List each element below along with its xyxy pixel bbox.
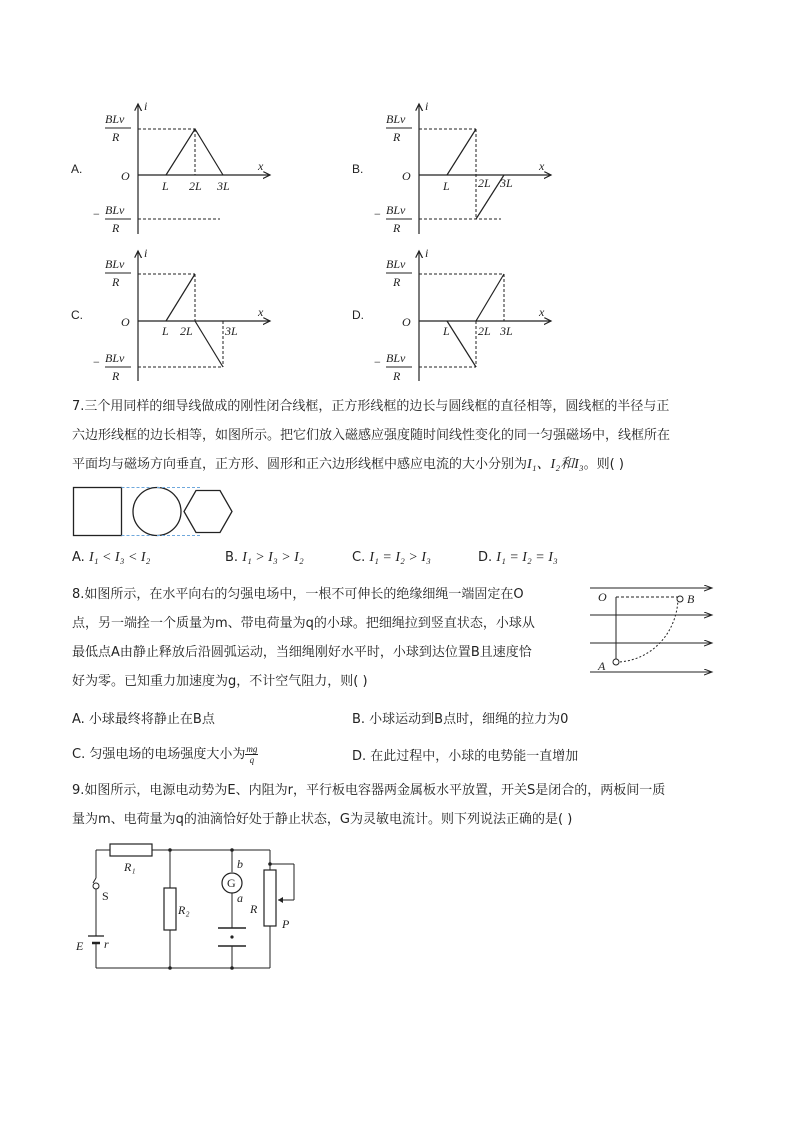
svg-text:3L: 3L <box>500 176 513 190</box>
option-d-label: D. <box>352 308 364 322</box>
q8-figure <box>588 580 718 680</box>
graph-a <box>95 98 285 238</box>
svg-text:P: P <box>282 917 290 931</box>
bot-num: BLv <box>105 203 125 217</box>
svg-text:2L: 2L <box>180 324 193 338</box>
option-c-label: C. <box>71 308 83 322</box>
svg-text:i: i <box>425 99 429 113</box>
q7-line-2: 六边形线框的边长相等，如图所示。把它们放入磁感应强度随时间线性变化的同一匀强磁场中，线框所在 <box>72 428 671 443</box>
svg-text:3L: 3L <box>500 324 513 338</box>
svg-text:O: O <box>402 169 411 183</box>
svg-text:x: x <box>258 305 264 319</box>
svg-text:L: L <box>443 179 450 193</box>
graph-b <box>376 98 566 238</box>
switch-s <box>93 883 99 889</box>
svg-text:BLv: BLv <box>386 351 406 365</box>
svg-text:3L: 3L <box>225 324 238 338</box>
svg-text:BLv: BLv <box>386 203 406 217</box>
label-a: A <box>598 659 606 673</box>
svg-text:BLv: BLv <box>386 112 406 126</box>
svg-text:−: − <box>374 355 381 369</box>
label-o: O <box>598 590 607 604</box>
svg-text:i: i <box>144 246 148 260</box>
svg-text:BLv: BLv <box>386 257 406 271</box>
svg-text:x: x <box>539 305 545 319</box>
q7-line-1: 7.三个用同样的细导线做成的刚性闭合线框，正方形线框的边长与圆线框的直径相等，圆线框的半径与正 <box>72 399 670 414</box>
svg-text:L: L <box>162 324 169 338</box>
svg-text:R: R <box>393 130 401 144</box>
bot-den: R <box>112 221 120 235</box>
svg-text:R₂: R₂ <box>178 903 190 917</box>
q8-line-1: 8.如图所示，在水平向右的匀强电场中，一根不可伸长的绝缘细绳一端固定在O <box>72 587 524 602</box>
q7-option-b[interactable]: B. I₁ > I₃ > I₂ <box>225 550 304 565</box>
graph-c <box>95 245 285 385</box>
q8-line-4: 好为零。已知重力加速度为g，不计空气阻力，则( ) <box>72 674 368 689</box>
arc-path <box>616 597 678 662</box>
svg-text:R: R <box>393 369 401 383</box>
svg-text:R₁: R₁ <box>124 860 136 874</box>
rheostat-r <box>264 870 276 926</box>
resistor-r2 <box>164 888 176 930</box>
svg-text:BLv: BLv <box>105 257 125 271</box>
top-den: R <box>112 130 120 144</box>
q9-circuit <box>72 840 312 975</box>
svg-text:2L: 2L <box>478 324 491 338</box>
svg-text:a: a <box>237 891 243 905</box>
svg-text:r: r <box>104 937 109 951</box>
ball-b <box>677 596 683 602</box>
svg-text:i: i <box>425 246 429 260</box>
svg-text:O: O <box>121 315 130 329</box>
svg-text:2L: 2L <box>478 176 491 190</box>
graph-d <box>376 245 566 385</box>
q7-stem <box>72 392 722 479</box>
q9-line-1: 9.如图所示，电源电动势为E、内阻为r，平行板电容器两金属板水平放置，开关S是闭合的，两板间一质 <box>72 783 666 798</box>
origin-label: O <box>121 169 130 183</box>
q8-line-3: 最低点A由静止释放后沿圆弧运动，当细绳刚好水平时，小球到达位置B且速度恰 <box>72 645 532 660</box>
neg-sign: − <box>93 207 100 221</box>
q8-stem <box>72 580 572 696</box>
q8-line-2: 点，另一端拴一个质量为m、带电荷量为q的小球。把细绳拉到竖直状态，小球从 <box>72 616 535 631</box>
svg-text:R: R <box>393 275 401 289</box>
svg-text:R: R <box>250 902 258 916</box>
q7-option-a[interactable]: A. I₁ < I₃ < I₂ <box>72 550 151 565</box>
svg-text:R: R <box>112 369 120 383</box>
y-label: i <box>144 99 148 113</box>
svg-text:R: R <box>112 275 120 289</box>
svg-text:−: − <box>374 207 381 221</box>
svg-text:O: O <box>402 315 411 329</box>
label-b: B <box>687 592 695 606</box>
q9-line-2: 量为m、电荷量为q的油滴恰好处于静止状态，G为灵敏电流计。则下列说法正确的是( ) <box>72 812 573 827</box>
svg-text:x: x <box>539 159 545 173</box>
q8-option-d[interactable]: D. 在此过程中，小球的电势能一直增加 <box>352 749 579 764</box>
x-label: x <box>258 159 264 173</box>
q7-option-d[interactable]: D. I₁ = I₂ = I₃ <box>478 550 558 565</box>
q8-option-c[interactable]: C. 匀强电场的电场强度大小为 $\frac{mg}{q}$ <box>72 744 258 765</box>
q8-option-a[interactable]: A. 小球最终将静止在B点 <box>72 712 215 727</box>
option-b-label: B. <box>352 162 364 176</box>
oil-drop <box>230 935 233 938</box>
hexagon-frame <box>184 491 232 533</box>
svg-text:S: S <box>102 889 109 903</box>
q8-option-b[interactable]: B. 小球运动到B点时，细绳的拉力为0 <box>352 712 569 727</box>
q7-figure <box>72 486 234 538</box>
option-a-label: A. <box>71 162 83 176</box>
svg-text:BLv: BLv <box>105 351 125 365</box>
tick-3L: 3L <box>217 179 230 193</box>
circle-frame <box>133 488 181 536</box>
efield-fraction: $\frac{mg}{q}$ <box>246 744 258 765</box>
svg-text:G: G <box>227 876 236 890</box>
q7-line-3: 平面均与磁场方向垂直，正方形、圆形和正六边形线框中感应电流的大小分别为I₁、I₂和I₃。则( ) <box>72 457 624 472</box>
svg-text:−: − <box>93 355 100 369</box>
tick-2L: 2L <box>189 179 202 193</box>
svg-text:R: R <box>393 221 401 235</box>
svg-text:L: L <box>443 324 450 338</box>
q7-option-c[interactable]: C. I₁ = I₂ > I₃ <box>352 550 431 565</box>
tick-L: L <box>162 179 169 193</box>
q9-stem <box>72 776 722 834</box>
svg-text:b: b <box>237 857 243 871</box>
top-num: BLv <box>105 112 125 126</box>
square-frame <box>74 488 122 536</box>
resistor-r1 <box>110 844 152 856</box>
ball-a <box>613 659 619 665</box>
svg-text:E: E <box>76 939 84 953</box>
